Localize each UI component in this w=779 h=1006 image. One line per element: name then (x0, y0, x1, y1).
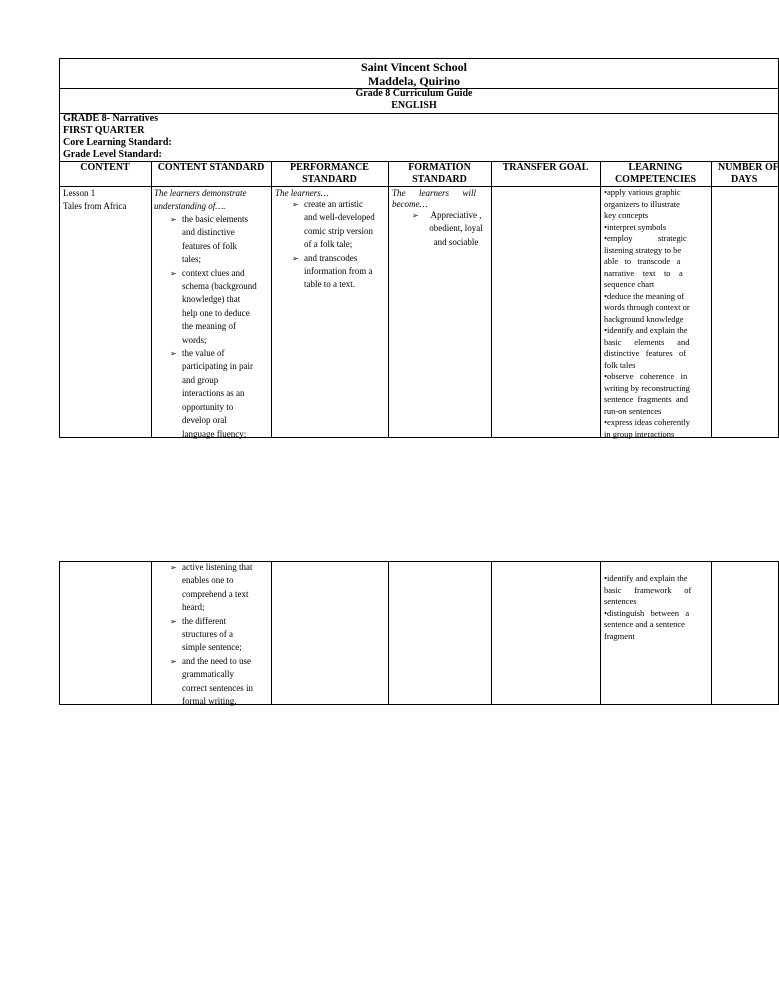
column-header-formation-2: STANDARD (412, 174, 467, 185)
arrow-bullet-icon: ➢ (170, 563, 177, 572)
grade-label: GRADE 8- Narratives (63, 113, 158, 124)
list-item: ➢ create an artistic and well-developed comic strip version of a folk tale; (292, 199, 375, 250)
column-header-content-standard: CONTENT STANDARD (157, 162, 265, 173)
arrow-bullet-icon: ➢ (170, 268, 177, 278)
grade-level-standard-label: Grade Level Standard: (63, 149, 162, 160)
arrow-bullet-icon: ➢ (170, 616, 177, 626)
list-item: ➢ Appreciative , obedient, loyal and sociable (412, 210, 483, 247)
column-header-content: CONTENT (80, 162, 130, 173)
list-item: ➢ the different structures of a simple sentence; (170, 615, 242, 653)
column-header-learning-2: COMPETENCIES (614, 174, 697, 185)
list-item: ➢ and the need to use grammatically correct sentences in formal writing. (170, 655, 253, 707)
content-standard-list-continued (170, 561, 270, 708)
quarter-label: FIRST QUARTER (63, 125, 145, 136)
column-header-transfer-goal: TRANSFER GOAL (502, 162, 589, 173)
arrow-bullet-icon: ➢ (292, 253, 299, 263)
formation-standard-intro-2: become… (392, 199, 428, 209)
list-item: ➢ context clues and schema (background knowledge) that help one to deduce the meaning of words; (170, 267, 257, 345)
content-standard-list (170, 213, 270, 441)
column-header-formation: FORMATION (408, 162, 471, 173)
arrow-bullet-icon: ➢ (292, 200, 299, 209)
lesson-number: Lesson 1 (63, 188, 96, 198)
column-header-number: NUMBER OF (718, 162, 779, 173)
learning-competencies: •apply various graphic organizers to illustrate key concepts •interpret symbols •employ strategic listening strategy to be able to transcode a narrative text to a sequence chart •deduce the meaning of words through context or background knowledge •identify and explain the basic elements and distinctive features of folk tales •observe coherence in writing by reconstructing sentence fragments and run-on sentences •express ideas coherently in group interactions (604, 187, 691, 439)
arrow-bullet-icon: ➢ (170, 215, 177, 224)
lesson-title: Tales from Africa (63, 201, 127, 211)
curriculum-guide-title: Grade 8 Curriculum Guide (355, 88, 473, 99)
list-item: ➢ active listening that enables one to comprehend a text heard; (170, 562, 253, 613)
core-standard-label: Core Learning Standard: (63, 137, 172, 148)
arrow-bullet-icon: ➢ (170, 656, 177, 666)
list-item: ➢ and transcodes information from a table to a text. (292, 252, 373, 290)
formation-standard-list (412, 209, 490, 249)
column-header-performance: PERFORMANCE (290, 162, 369, 173)
column-header-performance-2: STANDARD (302, 174, 357, 185)
formation-standard-intro: The learners will (392, 188, 477, 198)
list-item: ➢ the basic elements and distinctive features of folk tales; (170, 214, 248, 265)
column-header-days: DAYS (731, 174, 758, 185)
content-standard-intro-2: understanding of…. (154, 201, 226, 211)
performance-standard-list (292, 198, 387, 292)
arrow-bullet-icon: ➢ (412, 211, 419, 220)
performance-standard-intro: The learners… (275, 188, 329, 198)
learning-competencies-continued: •identify and explain the basic framework of sentences •distinguish between a sentence and a sentence fragment (604, 573, 692, 641)
list-item: ➢ the value of participating in pair and group interactions as an opportunity to develop oral language fluency; (170, 348, 253, 439)
column-header-learning: LEARNING (628, 162, 683, 173)
arrow-bullet-icon: ➢ (170, 349, 177, 359)
content-standard-intro: The learners demonstrate (154, 188, 247, 198)
subject-title: ENGLISH (391, 100, 437, 111)
school-location: Maddela, Quirino (367, 74, 460, 88)
school-name: Saint Vincent School (360, 60, 468, 74)
